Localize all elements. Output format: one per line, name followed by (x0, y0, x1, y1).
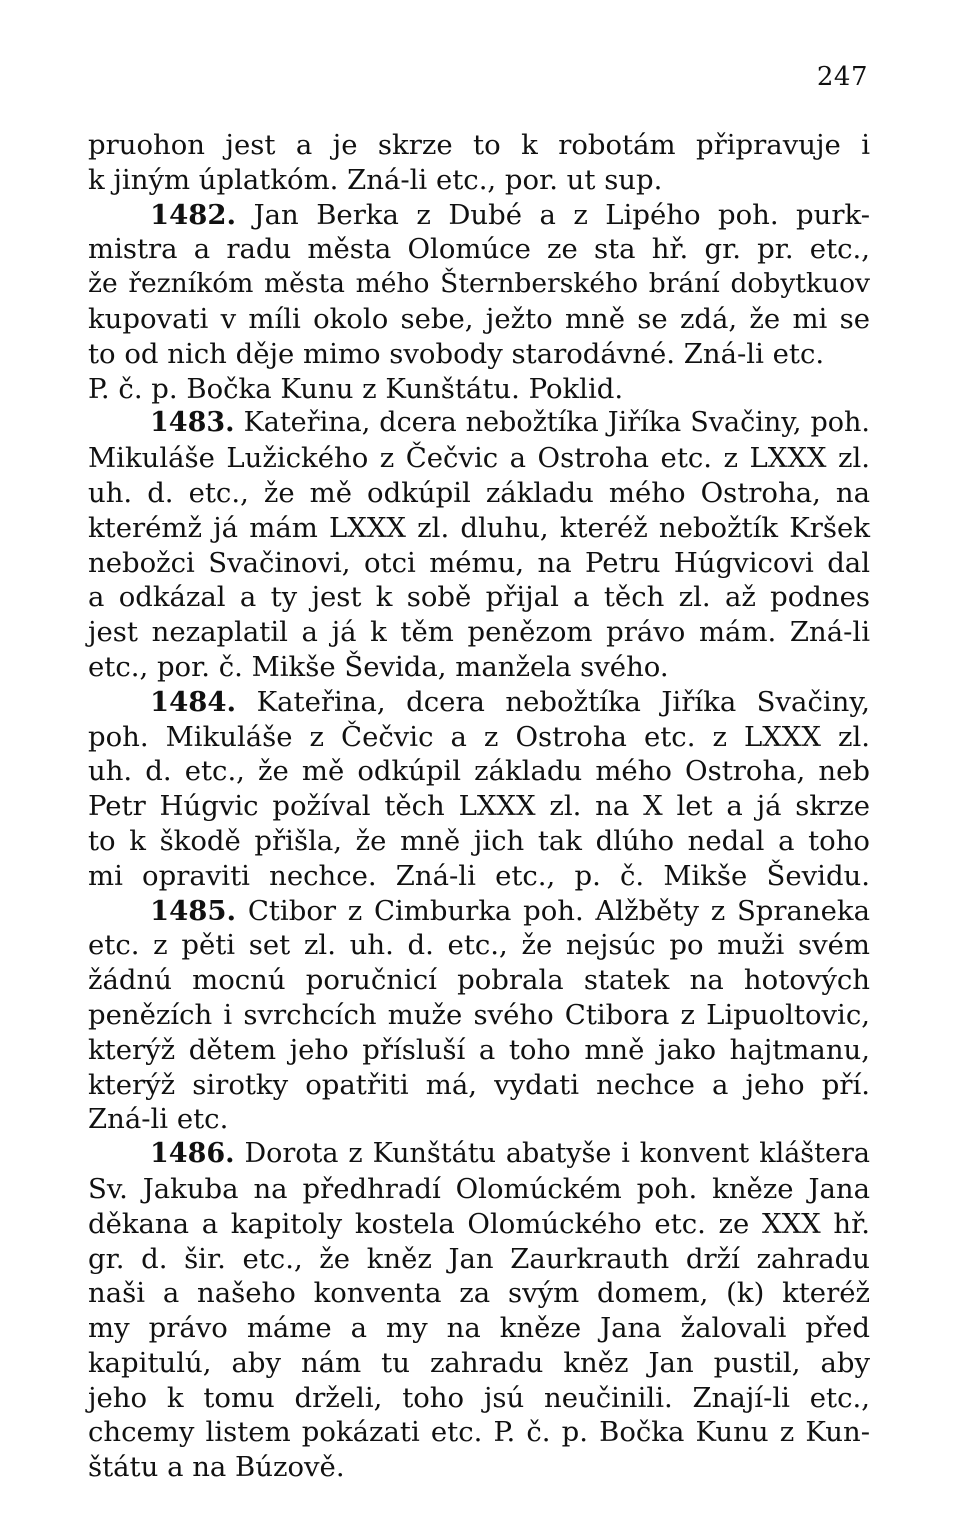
line-text: uh. d. etc., že mě odkúpil základu mého Ostroha, neb (88, 755, 870, 788)
line-text: kterémž já mám LXXX zl. dluhu, kteréž nebožtík Kršek (88, 511, 870, 544)
text-line (88, 1207, 870, 1242)
text-line (88, 1276, 870, 1311)
text-line (88, 1381, 870, 1416)
text-line (88, 1172, 870, 1207)
line-text: jest nezaplatil a já k těm penězom právo mám. Zná-li (88, 616, 870, 649)
entry-first-line (88, 406, 870, 441)
line-text: Mikuláše Lužického z Čečvic a Ostroha etc. z LXXX zl. (88, 442, 870, 475)
text-line (88, 1450, 870, 1485)
line-text: to k škodě přišla, že mně jich tak dlúho nedal a toho (88, 824, 870, 857)
line-text: kupovati v míli okolo sebe, ježto mně se zdá, že mi se (88, 302, 870, 335)
text-line (88, 963, 870, 998)
text-line (88, 1311, 870, 1346)
text-line (88, 1415, 870, 1450)
text-line (88, 928, 870, 963)
line-text: mi opraviti nechce. Zná-li etc., p. č. Mikše Ševidu. (88, 859, 870, 892)
text-line (88, 1033, 870, 1068)
text-line (88, 998, 870, 1033)
text-line (88, 163, 870, 198)
line-text: kterýž dětem jeho přísluší a toho mně jako hajtmanu, (88, 1033, 870, 1066)
page-number: 247 (816, 62, 868, 92)
line-text: penězích i svrchcích muže svého Ctibora z Lipuoltovic, (88, 998, 870, 1031)
entry-first-line (88, 894, 870, 929)
line-text: Ctibor z Cimburka poh. Alžběty z Spraneka (247, 894, 870, 927)
text-line (88, 337, 870, 372)
text-line (88, 650, 870, 685)
line-text: Petr Húgvic požíval těch LXXX zl. na X let a já skrze (88, 790, 870, 823)
line-text: poh. Mikuláše z Čečvic a z Ostroha etc. z LXXX zl. (88, 720, 870, 753)
text-line (88, 546, 870, 581)
line-text: Jan Berka z Dubé a z Lipého poh. purk- (253, 198, 870, 231)
line-text: mistra a radu města Olomúce ze sta hř. gr. pr. etc., (88, 233, 870, 266)
line-text: pruohon jest a je skrze to k robotám připravuje i (88, 129, 870, 161)
text-line (88, 476, 870, 511)
text-line (88, 232, 870, 267)
text-line (88, 511, 870, 546)
line-text: gr. d. šir. etc., že kněz Jan Zaurkrauth drží zahradu (88, 1242, 870, 1275)
line-text: my právo máme a my na kněze Jana žalovali před (88, 1312, 870, 1345)
line-text: že řezníkóm města mého Šternberského brání dobytkuov (88, 268, 870, 300)
entry-first-line (88, 198, 870, 233)
line-text: kapitulú, aby nám tu zahradu kněz Jan pustil, aby (88, 1346, 870, 1379)
text-line (88, 441, 870, 476)
text-line (88, 720, 870, 755)
text-line (88, 267, 870, 302)
line-text: jeho k tomu drželi, toho jsú neučinili. Znají-li etc., (88, 1381, 870, 1414)
line-text: Zná-li etc. (88, 1103, 229, 1136)
text-line (88, 1102, 870, 1137)
text-line (88, 302, 870, 337)
entry-first-line (88, 685, 870, 720)
entry-first-line (88, 1137, 870, 1172)
line-text: kterýž sirotky opatřiti má, vydati nechce a jeho pří. (88, 1068, 870, 1101)
line-text: děkana a kapitoly kostela Olomúckého etc. ze XXX hř. (88, 1207, 870, 1240)
line-text: chcemy listem pokázati etc. P. č. p. Bočka Kunu z Kun- (88, 1416, 870, 1449)
line-text: etc. z pěti set zl. uh. d. etc., že nejsúc po muži svém (88, 929, 870, 962)
line-text: P. č. p. Bočka Kunu z Kunštátu. Poklid. (88, 372, 624, 405)
line-text: Sv. Jakuba na předhradí Olomúckém poh. kněze Jana (88, 1172, 870, 1205)
text-line (88, 859, 870, 894)
line-text: Kateřina, dcera nebožtíka Jiříka Svačiny, (256, 685, 870, 718)
line-text: to od nich děje mimo svobody starodávné. Zná-li etc. (88, 337, 825, 370)
text-line (88, 1242, 870, 1277)
body-text (88, 128, 870, 1485)
text-line (88, 580, 870, 615)
text-line (88, 615, 870, 650)
entry-number: 1484. (150, 685, 237, 718)
text-line (88, 754, 870, 789)
entry-number: 1486. (150, 1138, 235, 1170)
text-line (88, 1068, 870, 1103)
text-line (88, 1346, 870, 1381)
line-text: k jiným úplatkóm. Zná-li etc., por. ut sup. (88, 163, 663, 196)
line-text: etc., por. č. Mikše Ševida, manžela svého. (88, 650, 669, 683)
line-text: nebožci Svačinovi, otci mému, na Petru Húgvicovi dal (88, 546, 870, 579)
line-text: štátu a na Búzově. (88, 1451, 345, 1484)
line-text: a odkázal a ty jest k sobě přijal a těch zl. až podnes (88, 581, 870, 614)
line-text: žádnú mocnú poručnicí pobrala statek na hotových (88, 964, 870, 997)
text-line (88, 789, 870, 824)
line-text: naši a našeho konventa za svým domem, (k) kteréž (88, 1277, 870, 1310)
line-text: Kateřina, dcera nebožtíka Jiříka Svačiny, poh. (243, 407, 870, 439)
text-line (88, 824, 870, 859)
line-text: Dorota z Kunštátu abatyše i konvent kláštera (244, 1138, 870, 1170)
line-text: uh. d. etc., že mě odkúpil základu mého Ostroha, na (88, 476, 870, 509)
entry-number: 1482. (150, 198, 237, 231)
text-line (88, 372, 870, 407)
entry-number: 1483. (150, 407, 235, 439)
text-line (88, 128, 870, 163)
entry-number: 1485. (150, 894, 237, 927)
